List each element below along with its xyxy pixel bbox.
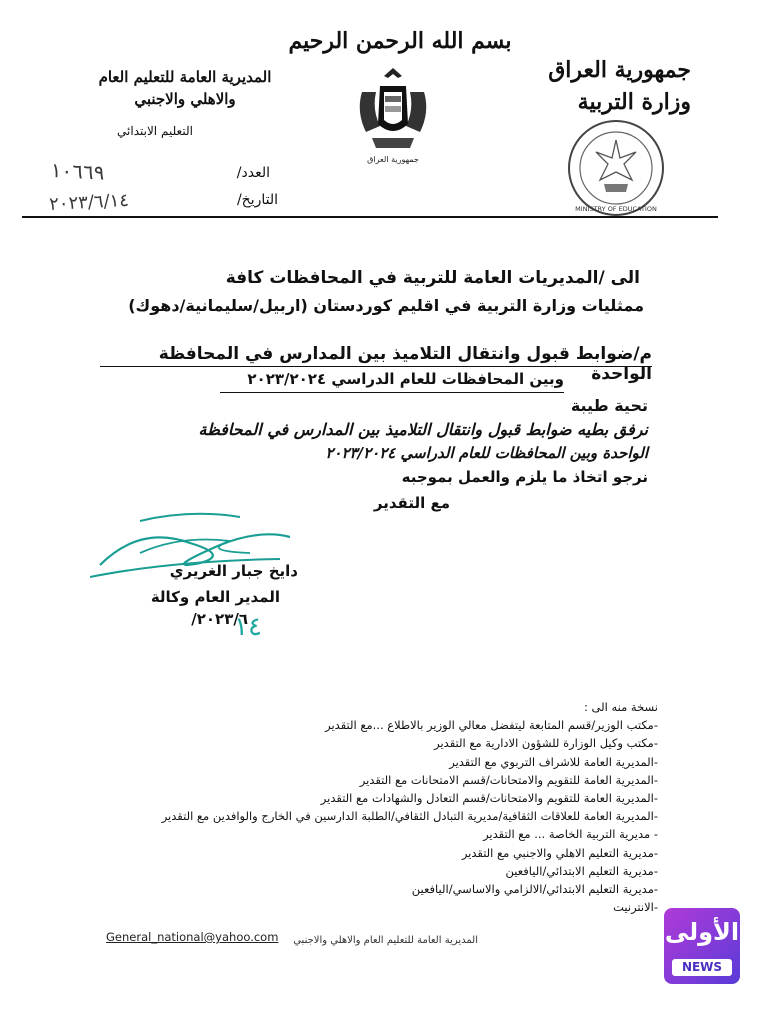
footer-email: General_national@yahoo.com (106, 930, 279, 944)
date-label: التاريخ/ (236, 192, 278, 208)
dept-line-2: والاهلي والاجنبي (134, 90, 236, 108)
body-line-3: نرجو اتخاذ ما يلزم والعمل بموجبه (401, 468, 648, 486)
regards: مع التقدير (373, 494, 450, 512)
subject-underline-2 (220, 392, 564, 393)
signature-date: ٢٠٢٣/٦/ (191, 610, 248, 628)
list-item: -المديرية العامة للتقويم والامتحانات/قسم التعادل والشهادات مع التقدير (320, 791, 658, 806)
list-item: -مكتب وكيل الوزارة للشؤون الادارية مع التقدير (434, 736, 658, 751)
logo-brand-arabic: الأولى (664, 918, 740, 946)
list-item: -المديرية العامة للاشراف التربوي مع التقدير (449, 754, 658, 769)
cc-list (100, 698, 658, 916)
list-item: -مديرية التعليم الابتدائي/الالزامي والاساسي/اليافعين (411, 882, 658, 897)
list-item: -مكتب الوزير/قسم المتابعة ليتفضل معالي الوزير بالاطلاع ...مع التقدير (325, 718, 658, 733)
signatory-name: دايخ جبار الغريري (169, 562, 298, 580)
subject-line-2: وبين المحافظات للعام الدراسي ٢٠٢٣/٢٠٢٤ (247, 370, 564, 388)
sub-department: التعليم الابتدائي (117, 124, 193, 138)
news-logo (664, 908, 740, 984)
handwritten-number (49, 158, 131, 215)
logo-brand-news: NEWS (672, 959, 732, 976)
list-item: -المديرية العامة للتقويم والامتحانات/قسم الامتحانات مع التقدير (359, 772, 658, 787)
ministry-seal-icon (566, 118, 666, 218)
body-line-2: الواحدة وبين المحافظات للعام الدراسي ٢٠٢٣/٢٠٢٤ (325, 444, 648, 462)
list-item: -مديرية التعليم الابتدائي/اليافعين (505, 863, 658, 878)
list-item: - مديرية التربية الخاصة ... مع التقدير (483, 827, 658, 842)
signatory-title: المدير العام وكالة (150, 588, 280, 606)
address-line-1: الى /المديريات العامة للتربية في المحافظات كافة (225, 268, 640, 288)
address-line-2: ممثليات وزارة التربية في اقليم كوردستان (اربيل/سليمانية/دهوك) (128, 296, 644, 315)
body-line-1: نرفق بطيه ضوابط قبول وانتقال التلاميذ بين المدارس في المحافظة (198, 420, 648, 439)
dept-line-1: المديرية العامة للتعليم العام (98, 68, 272, 86)
ministry-name: وزارة التربية (577, 89, 691, 115)
seal-text: MINISTRY OF EDUCATION (575, 205, 657, 213)
number-value: ١٠٦٦٩ (50, 157, 106, 185)
number-label: العدد/ (236, 165, 270, 181)
country-name: جمهورية العراق (548, 57, 691, 83)
cc-title: نسخة منه الى : (584, 700, 658, 714)
subject-line-1: م/ضوابط قبول وانتقال التلاميذ بين المدارس في المحافظة الواحدة (158, 344, 652, 384)
emblem-caption: جمهورية العراق (367, 155, 419, 164)
subject-underline-1 (100, 366, 652, 367)
handwritten-day: ١٤ (234, 612, 262, 642)
greeting: تحية طيبة (570, 396, 648, 415)
department-block (85, 66, 285, 110)
basmala: بسم الله الرحمن الرحيم (288, 28, 512, 54)
footer-department: المديرية العامة للتعليم العام والاهلي والاجنبي (293, 935, 478, 946)
list-item: -مديرية التعليم الاهلي والاجنبي مع التقدير (461, 845, 658, 860)
header-divider (22, 216, 718, 218)
ministry-block (548, 54, 691, 118)
list-item: -المديرية العامة للعلاقات الثقافية/مديرية التبادل الثقافي/الطلبة الدارسين في الخارج والوافدين مع التقدير (161, 809, 658, 824)
iraq-emblem-icon (352, 62, 434, 172)
date-value: ٢٠٢٣/٦/١٤ (48, 189, 130, 216)
list-item: -الانترنيت (613, 900, 658, 915)
